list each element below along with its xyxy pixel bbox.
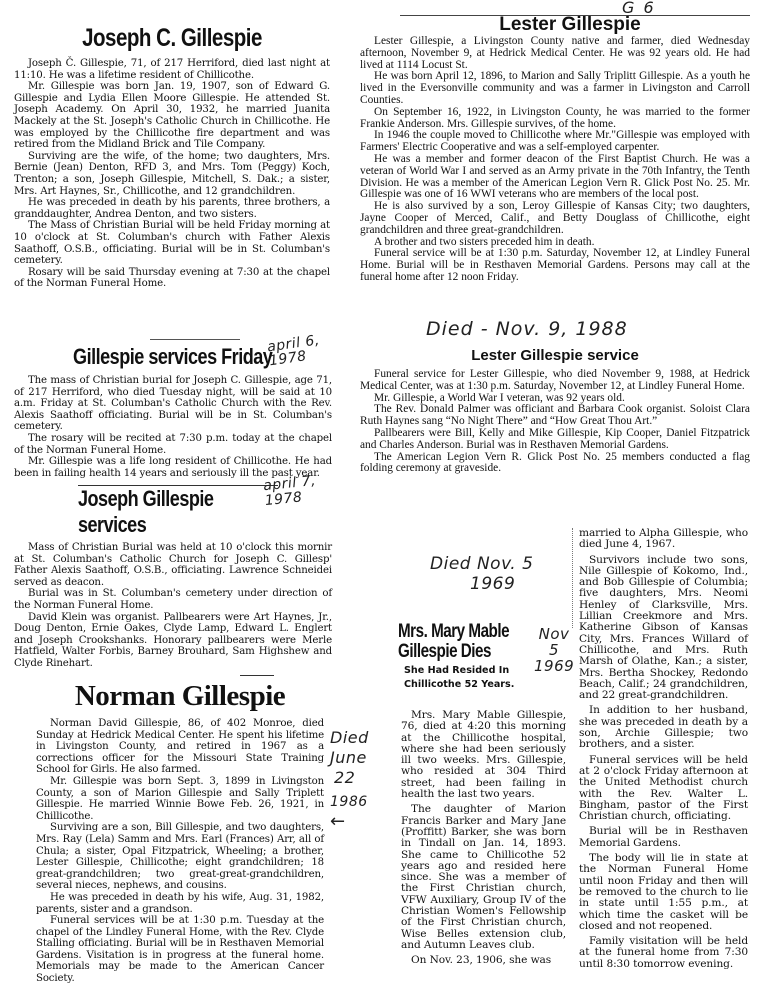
arrow-icon: ← — [330, 811, 346, 832]
headline-line: Mrs. Mary Mable — [398, 621, 510, 642]
headline-line: Gillespie Dies — [398, 641, 491, 662]
note-line: 1969 — [470, 574, 516, 594]
obituary-lester-gillespie — [360, 14, 750, 284]
paragraph: He was a member and former deacon of the First Baptist Church. He was a veteran of World War I and served as an Army private in the 70th Infantry, the Tenth Division. He was a member of the American Legion Vern R. Glick Post No. 25. Mr. Gillespie was one of 16 WWI veterans who are members of the local post. — [360, 152, 750, 201]
mary-column-2 — [579, 528, 748, 970]
headline: Lester Gillespie — [499, 14, 641, 35]
paragraph: On Nov. 23, 1906, she was — [411, 954, 552, 967]
paragraph: Family visitation will be held at the funeral home from 7:30 until 8:30 tomorrow evening. — [579, 935, 748, 970]
headline: Gillespie services Friday — [73, 344, 273, 369]
note-line: 22 — [334, 768, 356, 787]
subhead-line: Chillicothe 52 Years. — [404, 679, 515, 690]
paragraph: Rosary will be said Thursday evening at 7:30 at the chapel of the Norman Funeral Home. — [14, 266, 330, 290]
paragraph: In addition to her husband, she was preceded in death by a son, Archie Gillespie; two brothers, and a sister. — [579, 704, 748, 751]
paragraph: The American Legion Vern R. Glick Post No. 25 members conducted a flag folding ceremony at graveside. — [360, 450, 750, 475]
paragraph: Pallbearers were Bill, Kelly and Mike Gillespie, Kip Cooper, Daniel Fitzpatrick and Charles Anderson. Burial was in Resthaven Memorial Gardens. — [360, 426, 750, 451]
handwritten-date-note — [534, 626, 574, 674]
handwritten-date-note: april 6, 1978 — [266, 332, 321, 370]
note-line: June — [330, 748, 367, 767]
paragraph: He was born April 12, 1896, to Marion and Sally Triplitt Gillespie. As a youth he lived in the Eversonville community and was a farmer in Livingston and Carroll Counties. — [360, 70, 750, 106]
paragraph: Survivors include two sons, Nile Gillespie of Kokomo, Ind., and Bob Gillespie of Columbia; five daughters, Mrs. Neomi Henley of Clarksville, Mrs. Lillian Creekmore and Mrs. Katherine Gibson of Kansas City, Mrs. Frances Willard of Chillicothe, and Mrs. Ruth Marsh of Olathe, Kan.; a sister, Mrs. Bertha Shockey, Redondo Beach, Calif.; 24 grandchildren, and 22 great-grandchildren. — [579, 553, 748, 702]
article-joseph-gillespie-services — [14, 486, 332, 670]
paragraph: Burial was in St. Columban's cemetery under direction of the Norman Funeral Home. — [14, 588, 332, 611]
note-line: Nov — [538, 625, 570, 643]
paragraph: Mass of Christian Burial was held at 10 o'clock this mornir at St. Columban's Catholic Church for Joseph C. Gillesp' Father Alexis Saathoff, O.S.B., officiating. Lawrence Schneidei served as deacon. — [14, 542, 332, 588]
paragraph: married to Alpha Gillespie, who died June 4, 1967. — [579, 527, 748, 551]
paragraph: Funeral services will be held at 2 o'clock Friday afternoon at the United Methodist church with the Rev. Walter L. Bingham, pastor of the First Christian church, officiating. — [579, 753, 748, 823]
handwritten-death-note — [330, 728, 369, 832]
paragraph: Mrs. Mary Mable Gillespie, 76, died at 4:20 this morning at the Chillicothe hospital, where she had been seriously ill two weeks. Mrs. Gillespie, who resided at 304 Third street, had been failing in health the last two years. — [401, 709, 566, 801]
headline: Norman Gillespie — [74, 680, 286, 712]
handwritten-date-note: april 7, 1978 — [262, 472, 317, 510]
paragraph: Mr. Gillespie was born Jan. 19, 1907, son of Edward G. Gillespie and Lydia Ellen Moore Gillespie. He attended St. Joseph Academy. On April 30, 1932, he married Juanita Mackely at the St. Joseph's Catholic Church in Chillicothe. He was employed by the Chillicothe fire department and was retired from the Midland Brick and Tile Company. — [14, 81, 330, 151]
subhead-line: She Had Resided In — [404, 665, 510, 676]
handwritten-date-note — [430, 554, 550, 594]
paragraph: He was preceded in death by his parents, three brothers, a granddaughter, Andrea Denton, and two sisters. — [14, 197, 330, 220]
obituary-joseph-c-gillespie — [14, 24, 330, 290]
paragraph: Surviving are the wife, of the home; two daughters, Mrs. Bernie (Jean) Denton, RFD 3, and Mrs. Tom (Peggy) Koch, Trenton; a son, Joseph Gillespie, Mitchell, S. Dak.; a sister, Mrs. Art Haynes, Sr., Chillicothe, and 12 grandchildren. — [14, 150, 330, 197]
paragraph: In 1946 the couple moved to Chillicothe where Mr."Gillespie was employed with Farmers' Electric Cooperative and was a self-employed carpenter. — [360, 129, 750, 154]
handwritten-date-note: Died - Nov. 9, 1988 — [426, 318, 628, 340]
paragraph: Joseph Č. Gillespie, 71, of 217 Herriford, died last night at 11:10. He was a lifetime resident of Chillicothe. — [14, 58, 330, 81]
page-mark: G 6 — [622, 0, 656, 17]
obituary-norman-gillespie — [36, 680, 324, 985]
paragraph: Funeral service will be at 1:30 p.m. Saturday, November 12, at Lindley Funeral Home. Burial will be in Resthaven Memorial Gardens. Persons may call at the funeral home after 12 noon Friday. — [360, 247, 750, 283]
paragraph: The Rev. Donald Palmer was officiant and Barbara Cook organist. Soloist Clara Ruth Haynes sang “No Night There” and “How Great Thou Art.” — [360, 403, 750, 428]
headline — [398, 622, 532, 662]
paragraph: Lester Gillespie, a Livingston County native and farmer, died Wednesday afternoon, November 9, at Hedrick Medical Center. He was 92 years old. He had lived at 1114 Locust St. — [360, 35, 750, 71]
paragraph: Burial will be in Resthaven Memorial Gardens. — [579, 825, 748, 849]
paragraph: The mass of Christian burial for Joseph C. Gillespie, age 71, of 217 Herriford, who died Tuesday night, will be said at 10 a.m. Friday at St. Columban's Catholic Church with the Rev. Alexis Saathoff officiating. Burial will be in St. Columban's cemetery. — [14, 375, 332, 433]
paragraph: The rosary will be recited at 7:30 p.m. today at the chapel of the Norman Funeral Home. — [14, 432, 332, 456]
paragraph: The daughter of Marion Francis Barker and Mary Jane (Proffitt) Barker, she was born in Tindall on Jan. 14, 1893. She came to Chillicothe 52 years ago and resided here since. She was a member of the First Christian church, VFW Auxiliary, Group IV of the Christian Women's Fellowship of the First Christian church, Wise Belles extension club, and Autumn Leaves club. — [401, 803, 566, 951]
paragraph: He was preceded in death by his wife, Aug. 31, 1982, parents, sister and a grandson. — [36, 891, 324, 915]
note-line: Died Nov. 5 — [430, 554, 534, 574]
paragraph: Funeral service for Lester Gillespie, who died November 9, 1988, at Hedrick Medical Center, was at 1:30 p.m. Saturday, November 12, at Lindley Funeral Home. — [360, 368, 750, 392]
paragraph: The body will lie in state at the Norman Funeral Home until noon Friday and then will be removed to the church to lie in state until 1:55 p.m., at which time the casket will be closed and not reopened. — [579, 852, 748, 932]
note-line: 1986 — [330, 794, 368, 810]
headline: Joseph Gillespie services — [77, 486, 214, 537]
headline: Lester Gillespie service — [471, 347, 639, 364]
headline: Joseph C. Gillespie — [82, 24, 262, 52]
divider — [150, 339, 240, 340]
paragraph: Mr. Gillespie was a life long resident of Chillicothe. He had been in failing health 14 years and seriously ill the past year. — [14, 456, 332, 479]
note-line: Died — [330, 728, 369, 747]
paragraph: He is also survived by a son, Leroy Gillespie of Kansas City; two daughters, Jayne Cooper of Merced, Calif., and Betty Douglass of Chillicothe, eight grandchildren and three great-grandchildren. — [360, 200, 750, 236]
column-divider — [572, 528, 573, 628]
paragraph: Norman David Gillespie, 86, of 402 Monroe, died Sunday at Hedrick Medical Center. He spent his lifetime in Livingston County, and retired in 1967 as a corrections officer for the Missouri State Training School for Girls. He also farmed. — [36, 718, 324, 776]
paragraph: Surviving are a son, Bill Gillespie, and two daughters, Mrs. Ray (Lela) Samm and Mrs. Earl (Frances) Arr, all of Chula; a sister, Opal Fitzpatrick, Wheeling; a brother, Lester Gillespie, Chillicothe; eight grandchildren; 18 great-grandchildren; two great-great-grandchildren, several nieces, nephews, and cousins. — [36, 822, 324, 892]
article-lester-gillespie-service — [360, 346, 750, 475]
mary-column-1 — [401, 710, 566, 967]
paragraph: A brother and two sisters preceded him in death. — [374, 235, 595, 248]
note-line: 1969 — [534, 657, 575, 675]
paragraph: Funeral services will be at 1:30 p.m. Tuesday at the chapel of the Lindley Funeral Home, with the Rev. Clyde Stalling officiating. Burial will be in Resthaven Memorial Gardens. Visitation is in progress at the funeral home. Memorials may be made to the American Cancer Society. — [36, 915, 324, 985]
divider — [240, 675, 274, 676]
paragraph: David Klein was organist. Pallbearers were Art Haynes, Jr., Doug Denton, Ernie Oakes, Clyde Lamp, Edward L. Englert and Joseph Crookshanks. Honorary pallbearers were Merle Hatfield, Walter Forbis, Barney Brouhard, Sam Highshew and Clyde Rinehart. — [14, 611, 332, 669]
paragraph: The Mass of Christian Burial will be held Friday morning at 10 o'clock at St. Columban's church with Father Alexis Saathoff, O.S.B., officiating. Burial will be in St. Columban's cemetery. — [14, 220, 330, 267]
note-line: 5 — [548, 641, 560, 659]
paragraph: Mr. Gillespie was born Sept. 3, 1899 in Livingston County, a son of Marion Gillespie and Sally Triplett Gillespie. He married Winnie Bowe Feb. 26, 1921, in Chillicothe. — [36, 775, 324, 822]
paragraph: Mr. Gillespie, a World War I veteran, was 92 years old. — [374, 391, 625, 404]
paragraph: On September 16, 1922, in Livingston County, he was married to the former Frankie Anderson. Mrs. Gillespie survives, of the home. — [360, 105, 750, 130]
